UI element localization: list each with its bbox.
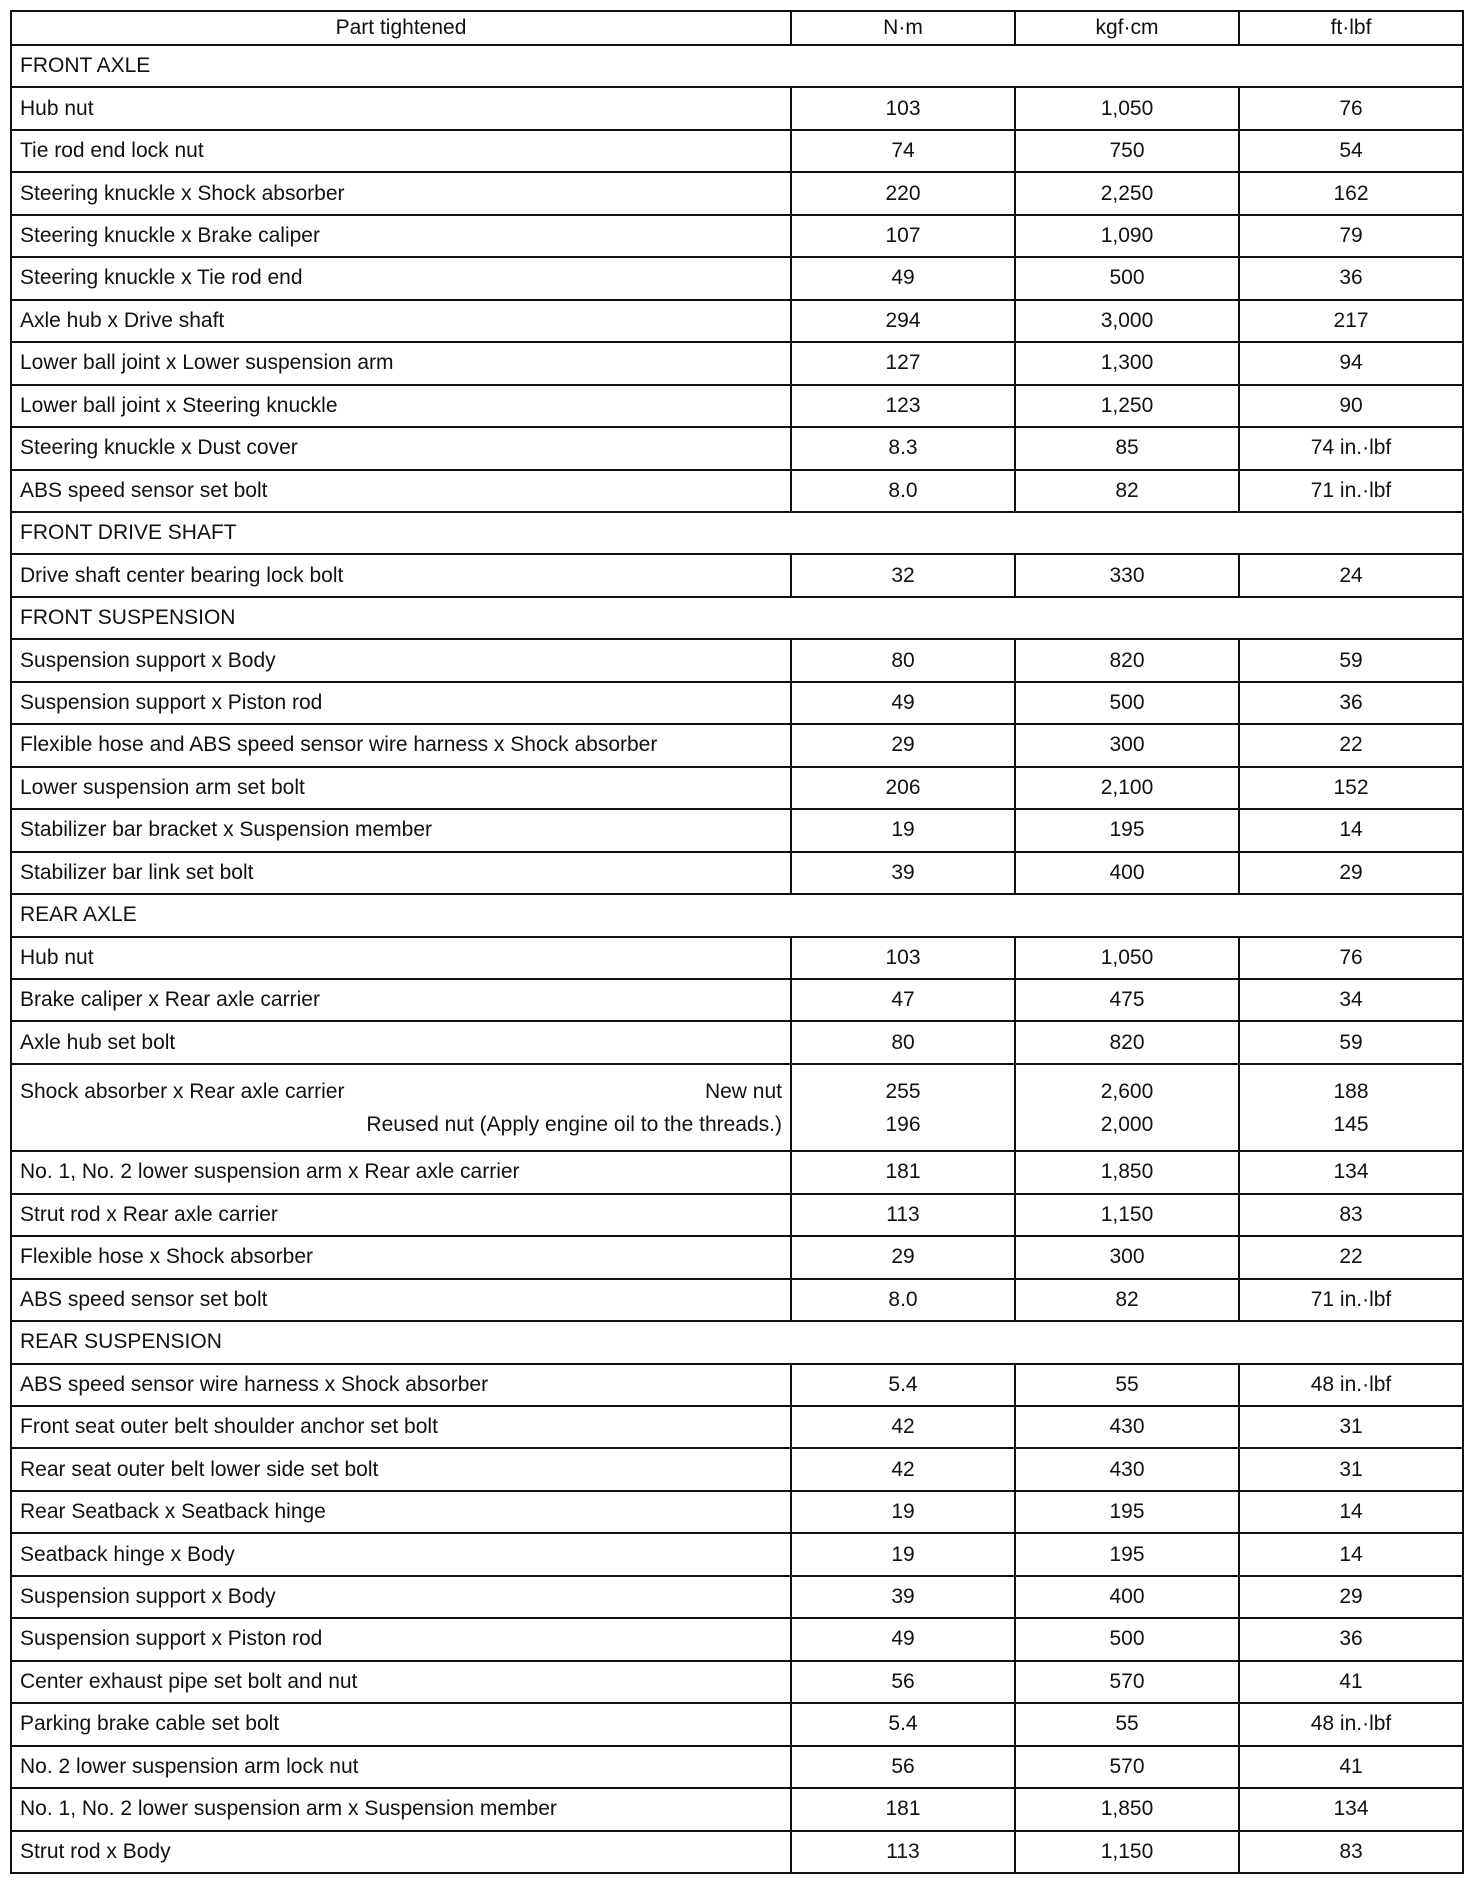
table-row	[11, 1064, 1463, 1151]
ftlbf-cell: 74 in.·lbf	[1239, 427, 1463, 469]
part-variant-reused: Reused nut (Apply engine oil to the threads.)	[366, 1112, 782, 1136]
kgfcm-cell: 1,150	[1015, 1194, 1239, 1236]
part-cell: Suspension support x Body	[11, 1576, 791, 1618]
ftlbf-cell: 59	[1239, 1021, 1463, 1063]
part-cell: Rear seat outer belt lower side set bolt	[11, 1448, 791, 1490]
section-title: FRONT SUSPENSION	[11, 597, 1463, 639]
ftlbf-cell: 29	[1239, 1576, 1463, 1618]
ftlbf-cell: 76	[1239, 937, 1463, 979]
kgfcm-cell: 820	[1015, 639, 1239, 681]
part-cell: Lower suspension arm set bolt	[11, 767, 791, 809]
table-row	[11, 1533, 1463, 1575]
ftlbf-cell: 31	[1239, 1406, 1463, 1448]
header-kgfcm: kgf·cm	[1015, 11, 1239, 45]
part-cell: Tie rod end lock nut	[11, 130, 791, 172]
header-part: Part tightened	[11, 11, 791, 45]
table-row	[11, 130, 1463, 172]
ftlbf-cell: 36	[1239, 682, 1463, 724]
table-row	[11, 300, 1463, 342]
kgfcm-cell: 300	[1015, 1236, 1239, 1278]
kgfcm-cell: 400	[1015, 1576, 1239, 1618]
nm-cell: 29	[791, 1236, 1015, 1278]
part-cell: Lower ball joint x Steering knuckle	[11, 385, 791, 427]
section-title: REAR SUSPENSION	[11, 1321, 1463, 1363]
table-row	[11, 172, 1463, 214]
nm-cell: 8.3	[791, 427, 1015, 469]
nm-cell: 56	[791, 1746, 1015, 1788]
table-row	[11, 385, 1463, 427]
part-cell: Front seat outer belt shoulder anchor set bolt	[11, 1406, 791, 1448]
table-row	[11, 1661, 1463, 1703]
table-row	[11, 342, 1463, 384]
nm-cell: 103	[791, 87, 1015, 129]
ftlbf-cell: 31	[1239, 1448, 1463, 1490]
nm-cell: 39	[791, 852, 1015, 894]
section-title: FRONT DRIVE SHAFT	[11, 512, 1463, 554]
table-row	[11, 639, 1463, 681]
table-row	[11, 1406, 1463, 1448]
nm-cell: 5.4	[791, 1703, 1015, 1745]
nm-cell: 181	[791, 1788, 1015, 1830]
table-row	[11, 1746, 1463, 1788]
nm-cell: 42	[791, 1406, 1015, 1448]
table-row	[11, 554, 1463, 596]
ftlbf-cell: 29	[1239, 852, 1463, 894]
kgfcm-cell: 570	[1015, 1746, 1239, 1788]
table-row	[11, 1491, 1463, 1533]
kgfcm-cell: 1,850	[1015, 1151, 1239, 1193]
kgfcm-cell: 1,300	[1015, 342, 1239, 384]
nm-cell: 123	[791, 385, 1015, 427]
ftlbf-cell: 134	[1239, 1151, 1463, 1193]
part-cell: Brake caliper x Rear axle carrier	[11, 979, 791, 1021]
table-row	[11, 257, 1463, 299]
table-row	[11, 1831, 1463, 1873]
part-cell: ABS speed sensor set bolt	[11, 1279, 791, 1321]
section-row	[11, 512, 1463, 554]
table-row	[11, 1576, 1463, 1618]
kgfcm-cell: 430	[1015, 1406, 1239, 1448]
nm-cell: 74	[791, 130, 1015, 172]
ftlbf-cell: 152	[1239, 767, 1463, 809]
nm-cell: 47	[791, 979, 1015, 1021]
kgfcm-cell: 500	[1015, 682, 1239, 724]
section-row	[11, 45, 1463, 87]
part-cell: Stabilizer bar bracket x Suspension member	[11, 809, 791, 851]
nm-cell: 103	[791, 937, 1015, 979]
nm-cell: 206	[791, 767, 1015, 809]
part-variant-new: New nut	[704, 1079, 782, 1103]
ftlbf-cell: 41	[1239, 1746, 1463, 1788]
table-row	[11, 767, 1463, 809]
nm-cell: 42	[791, 1448, 1015, 1490]
kgfcm-cell-new: 2,600	[1100, 1079, 1154, 1103]
section-title: REAR AXLE	[11, 894, 1463, 936]
part-name: Shock absorber x Rear axle carrier	[20, 1079, 345, 1103]
part-cell: Lower ball joint x Lower suspension arm	[11, 342, 791, 384]
ftlbf-cell	[1239, 1064, 1463, 1151]
ftlbf-cell: 134	[1239, 1788, 1463, 1830]
table-row	[11, 1021, 1463, 1063]
nm-cell	[791, 1064, 1015, 1151]
nm-cell: 56	[791, 1661, 1015, 1703]
ftlbf-cell: 79	[1239, 215, 1463, 257]
ftlbf-cell: 14	[1239, 1491, 1463, 1533]
section-row	[11, 894, 1463, 936]
part-cell: Strut rod x Body	[11, 1831, 791, 1873]
part-cell: Center exhaust pipe set bolt and nut	[11, 1661, 791, 1703]
kgfcm-cell: 82	[1015, 470, 1239, 512]
kgfcm-cell: 500	[1015, 257, 1239, 299]
kgfcm-cell	[1015, 1064, 1239, 1151]
ftlbf-cell: 71 in.·lbf	[1239, 1279, 1463, 1321]
table-row	[11, 1448, 1463, 1490]
ftlbf-cell: 217	[1239, 300, 1463, 342]
ftlbf-cell: 54	[1239, 130, 1463, 172]
kgfcm-cell: 475	[1015, 979, 1239, 1021]
part-cell: ABS speed sensor wire harness x Shock absorber	[11, 1364, 791, 1406]
part-cell: Flexible hose x Shock absorber	[11, 1236, 791, 1278]
nm-cell: 19	[791, 809, 1015, 851]
part-cell: Suspension support x Body	[11, 639, 791, 681]
ftlbf-cell-new: 188	[1333, 1079, 1369, 1103]
kgfcm-cell: 195	[1015, 1533, 1239, 1575]
kgfcm-cell: 2,100	[1015, 767, 1239, 809]
section-row	[11, 1321, 1463, 1363]
torque-spec-table	[10, 10, 1464, 1874]
part-line-reused-nut	[20, 1108, 782, 1141]
kgfcm-cell: 400	[1015, 852, 1239, 894]
ftlbf-cell: 83	[1239, 1194, 1463, 1236]
ftlbf-cell: 34	[1239, 979, 1463, 1021]
part-cell: Strut rod x Rear axle carrier	[11, 1194, 791, 1236]
kgfcm-cell: 1,050	[1015, 87, 1239, 129]
ftlbf-cell: 76	[1239, 87, 1463, 129]
nm-cell: 181	[791, 1151, 1015, 1193]
kgfcm-cell: 570	[1015, 1661, 1239, 1703]
part-cell: No. 2 lower suspension arm lock nut	[11, 1746, 791, 1788]
part-cell: Axle hub set bolt	[11, 1021, 791, 1063]
kgfcm-cell: 85	[1015, 427, 1239, 469]
table-body	[11, 45, 1463, 1873]
table-row	[11, 1279, 1463, 1321]
ftlbf-cell: 59	[1239, 639, 1463, 681]
ftlbf-cell: 24	[1239, 554, 1463, 596]
header-ftlbf: ft·lbf	[1239, 11, 1463, 45]
kgfcm-cell: 195	[1015, 1491, 1239, 1533]
ftlbf-cell: 48 in.·lbf	[1239, 1703, 1463, 1745]
part-cell: Hub nut	[11, 87, 791, 129]
part-cell: Stabilizer bar link set bolt	[11, 852, 791, 894]
table-row	[11, 1703, 1463, 1745]
ftlbf-cell: 22	[1239, 1236, 1463, 1278]
nm-cell: 49	[791, 257, 1015, 299]
kgfcm-cell: 1,850	[1015, 1788, 1239, 1830]
part-cell: No. 1, No. 2 lower suspension arm x Suspension member	[11, 1788, 791, 1830]
nm-cell: 107	[791, 215, 1015, 257]
ftlbf-cell: 36	[1239, 257, 1463, 299]
table-row	[11, 1618, 1463, 1660]
part-cell: Hub nut	[11, 937, 791, 979]
table-row	[11, 470, 1463, 512]
kgfcm-cell: 330	[1015, 554, 1239, 596]
part-cell: Steering knuckle x Dust cover	[11, 427, 791, 469]
table-row	[11, 1364, 1463, 1406]
part-cell: Drive shaft center bearing lock bolt	[11, 554, 791, 596]
nm-cell: 294	[791, 300, 1015, 342]
table-row	[11, 427, 1463, 469]
table-row	[11, 1151, 1463, 1193]
kgfcm-cell-reused: 2,000	[1100, 1112, 1154, 1136]
kgfcm-cell: 430	[1015, 1448, 1239, 1490]
kgfcm-cell: 500	[1015, 1618, 1239, 1660]
part-cell: Suspension support x Piston rod	[11, 1618, 791, 1660]
nm-cell: 5.4	[791, 1364, 1015, 1406]
kgfcm-cell: 1,250	[1015, 385, 1239, 427]
table-row	[11, 87, 1463, 129]
part-cell: Rear Seatback x Seatback hinge	[11, 1491, 791, 1533]
ftlbf-cell: 36	[1239, 1618, 1463, 1660]
kgfcm-cell: 1,150	[1015, 1831, 1239, 1873]
kgfcm-cell: 820	[1015, 1021, 1239, 1063]
part-cell: Steering knuckle x Shock absorber	[11, 172, 791, 214]
ftlbf-cell: 94	[1239, 342, 1463, 384]
nm-cell: 49	[791, 1618, 1015, 1660]
kgfcm-cell: 82	[1015, 1279, 1239, 1321]
part-cell: ABS speed sensor set bolt	[11, 470, 791, 512]
nm-cell-new: 255	[885, 1079, 921, 1103]
nm-cell: 32	[791, 554, 1015, 596]
nm-cell: 19	[791, 1533, 1015, 1575]
ftlbf-cell: 90	[1239, 385, 1463, 427]
nm-cell: 220	[791, 172, 1015, 214]
kgfcm-cell: 55	[1015, 1364, 1239, 1406]
kgfcm-cell: 750	[1015, 130, 1239, 172]
nm-cell: 80	[791, 1021, 1015, 1063]
nm-cell: 113	[791, 1194, 1015, 1236]
kgfcm-cell: 55	[1015, 1703, 1239, 1745]
ftlbf-cell: 14	[1239, 809, 1463, 851]
ftlbf-cell: 14	[1239, 1533, 1463, 1575]
ftlbf-cell: 41	[1239, 1661, 1463, 1703]
nm-cell: 29	[791, 724, 1015, 766]
nm-cell: 113	[791, 1831, 1015, 1873]
ftlbf-cell: 162	[1239, 172, 1463, 214]
ftlbf-cell: 48 in.·lbf	[1239, 1364, 1463, 1406]
ftlbf-cell-reused: 145	[1333, 1112, 1369, 1136]
kgfcm-cell: 3,000	[1015, 300, 1239, 342]
part-cell: Suspension support x Piston rod	[11, 682, 791, 724]
table-row	[11, 937, 1463, 979]
kgfcm-cell: 195	[1015, 809, 1239, 851]
part-line-new-nut	[20, 1075, 782, 1108]
table-row	[11, 215, 1463, 257]
nm-cell: 8.0	[791, 1279, 1015, 1321]
nm-cell: 127	[791, 342, 1015, 384]
part-cell: Steering knuckle x Brake caliper	[11, 215, 791, 257]
part-cell	[11, 1064, 791, 1151]
nm-cell-reused: 196	[885, 1112, 921, 1136]
ftlbf-cell: 71 in.·lbf	[1239, 470, 1463, 512]
table-row	[11, 979, 1463, 1021]
section-row	[11, 597, 1463, 639]
kgfcm-cell: 2,250	[1015, 172, 1239, 214]
part-cell: Flexible hose and ABS speed sensor wire harness x Shock absorber	[11, 724, 791, 766]
table-row	[11, 809, 1463, 851]
nm-cell: 49	[791, 682, 1015, 724]
part-cell: No. 1, No. 2 lower suspension arm x Rear axle carrier	[11, 1151, 791, 1193]
nm-cell: 19	[791, 1491, 1015, 1533]
kgfcm-cell: 1,090	[1015, 215, 1239, 257]
part-cell: Parking brake cable set bolt	[11, 1703, 791, 1745]
kgfcm-cell: 300	[1015, 724, 1239, 766]
nm-cell: 8.0	[791, 470, 1015, 512]
header-nm: N·m	[791, 11, 1015, 45]
table-row	[11, 724, 1463, 766]
ftlbf-cell: 22	[1239, 724, 1463, 766]
table-row	[11, 852, 1463, 894]
nm-cell: 80	[791, 639, 1015, 681]
nm-cell: 39	[791, 1576, 1015, 1618]
kgfcm-cell: 1,050	[1015, 937, 1239, 979]
section-title: FRONT AXLE	[11, 45, 1463, 87]
ftlbf-cell: 83	[1239, 1831, 1463, 1873]
part-cell: Axle hub x Drive shaft	[11, 300, 791, 342]
part-cell: Steering knuckle x Tie rod end	[11, 257, 791, 299]
table-row	[11, 682, 1463, 724]
table-row	[11, 1788, 1463, 1830]
header-row	[11, 11, 1463, 45]
table-row	[11, 1194, 1463, 1236]
part-cell: Seatback hinge x Body	[11, 1533, 791, 1575]
table-row	[11, 1236, 1463, 1278]
